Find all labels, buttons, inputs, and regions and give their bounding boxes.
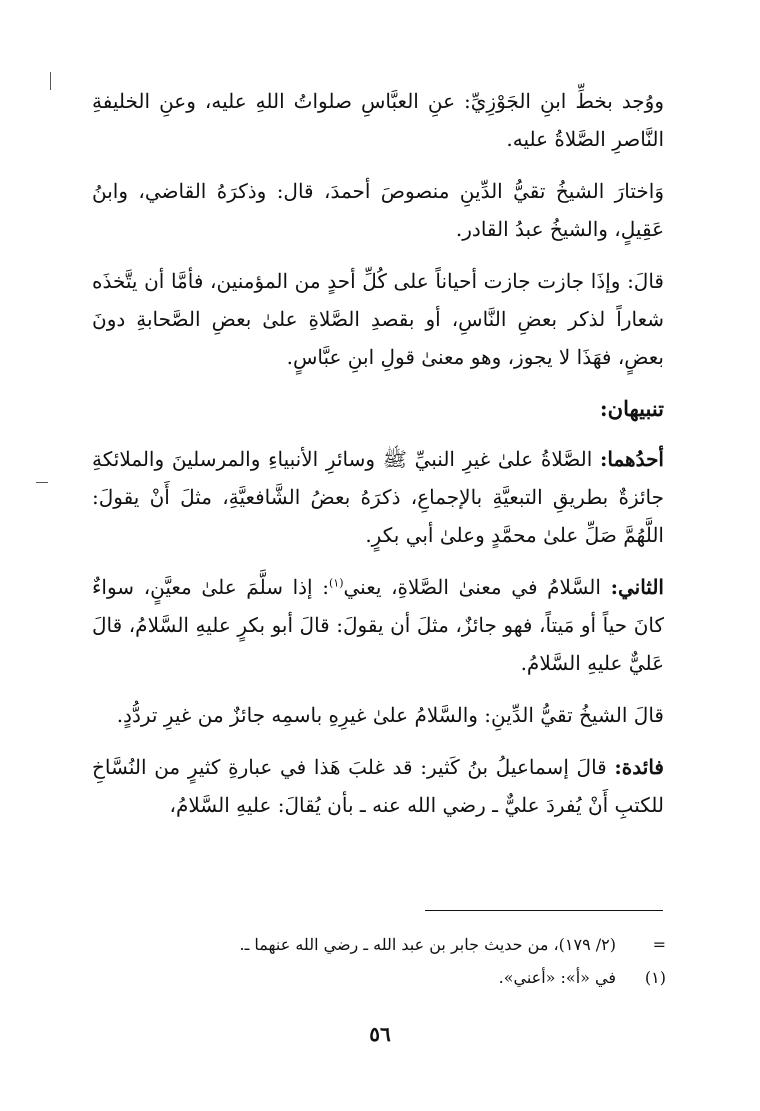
section-heading: تنبيهان: <box>599 396 664 421</box>
footnote-marker: = <box>652 935 666 954</box>
paragraph-lead: أحدُهما: <box>599 447 664 471</box>
footnote-marker: (١) <box>644 968 666 987</box>
paragraph-lead: فائدة: <box>614 755 664 779</box>
paragraph-first: أحدُهما: الصَّلاةُ علىٰ غيرِ النبيِّ ﷺ وسائرِ الأنبياءِ والمرسلينَ والملائكةِ جائزةٌ بطريقِ التبعيَّةِ بالإجماعِ، ذكرَهُ بعضُ الشَّافعيَّةِ، مثلَ أَنْ يقولَ: اللَّهُمَّ صَلِّ علىٰ محمَّدٍ وعلىٰ أبي بكرٍ. <box>92 447 664 547</box>
footnote-1 <box>150 933 666 957</box>
main-text <box>92 82 664 838</box>
paragraph-benefit: فائدة: قالَ إسماعيلُ بنُ كَثير: قد غلبَ هَذا في عبارةِ كثيرٍ من النُسَّاخِ للكتبِ أَنْ يُفردَ عليٌّ ـ رضي الله عنه ـ بأن يُقالَ: عليهِ السَّلامُ، <box>92 755 664 817</box>
margin-mark <box>36 482 48 483</box>
page-number: ٥٦ <box>369 1022 391 1046</box>
paragraph-1: ووُجد بخطِّ ابنِ الجَوْزِيِّ: عنِ العبَّاسِ صلواتُ اللهِ عليه، وعنِ الخليفةِ النَّاصرِ الصَّلاةُ عليه. <box>92 89 664 151</box>
paragraph-second: الثاني: السَّلامُ في معنىٰ الصَّلاةِ، يعني$^{(١)}$: إذا سلَّمَ علىٰ معيَّنٍ، سواءٌ كانَ حياً أو مَيتاً، فهو جائزٌ، مثلَ أن يقولَ: قالَ أبو بكرٍ عليهِ السَّلامُ، قالَ عَليٌّ عليهِ السَّلامُ. <box>92 575 664 675</box>
footnote-2 <box>150 966 666 990</box>
footnote-reference[interactable]: (١) <box>329 576 344 590</box>
paragraph-2: وَاختارَ الشيخُ تقيُّ الدِّينِ منصوصَ أحمدَ، قال: وذكرَهُ القاضي، وابنُ عَقِيلٍ، والشيخُ عبدُ القادر. <box>92 179 664 241</box>
margin-mark <box>50 72 51 90</box>
paragraph-lead: الثاني: <box>610 575 664 599</box>
paragraph-3: قالَ: وإذَا جازت جازت أحياناً على كُلِّ أحدٍ من المؤمنين، فأمَّا أن يتَّخذَه شعاراً لذكر بعضِ النَّاسِ، أو بقصدِ الصَّلاةِ علىٰ بعضِ الصَّحابةِ دونَ بعضٍ، فهَذَا لا يجوز، وهو معنىٰ قولِ ابنِ عبَّاسٍ. <box>92 269 664 369</box>
paragraph-third: قالَ الشيخُ تقيُّ الدِّينِ: والسَّلامُ علىٰ غيرِهِ باسمِه جائزٌ من غيرِ تردُّدٍ. <box>116 703 664 727</box>
footnote-text: (٢/ ١٧٩)، من حديث جابر بن عبد الله ـ رضي الله عنهما ـ. <box>239 935 616 954</box>
footnote-divider <box>425 910 663 911</box>
footnote-text: في «أ»: «أعني». <box>498 968 616 987</box>
